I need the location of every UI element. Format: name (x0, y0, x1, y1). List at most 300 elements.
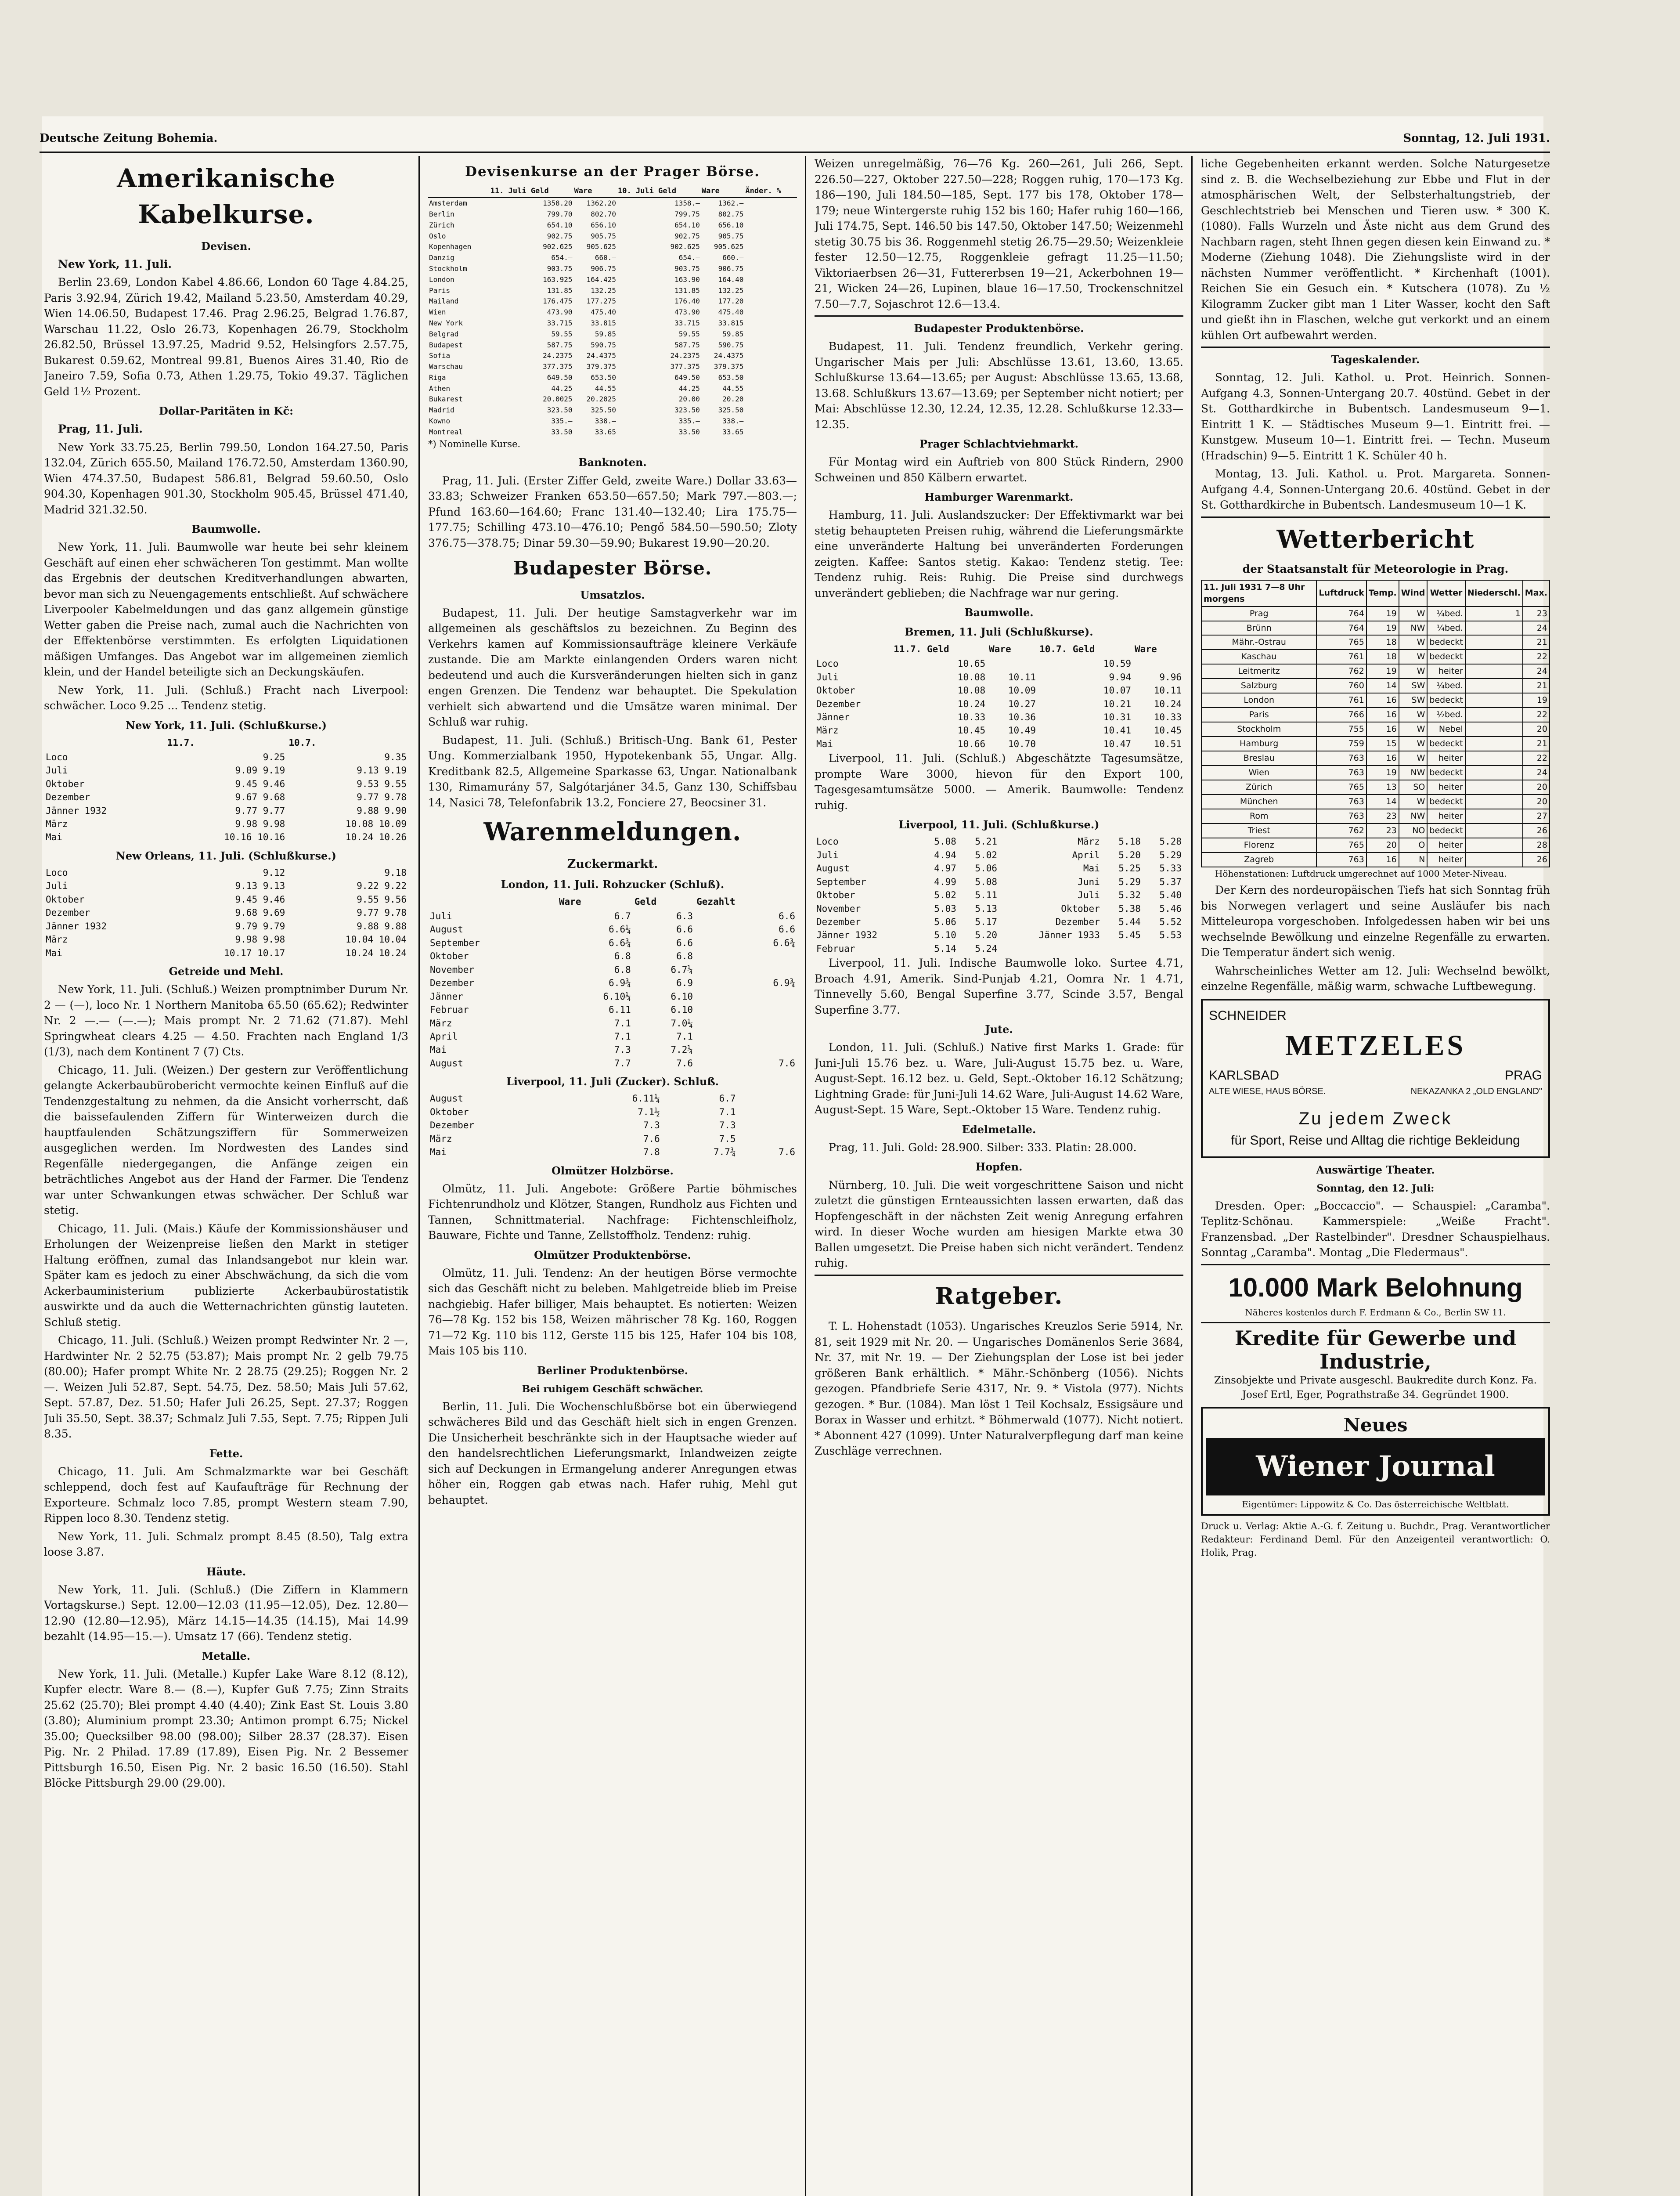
masthead-date: Sonntag, 12. Juli 1931. (1403, 132, 1550, 145)
credit-text: Zinsobjekte und Private ausgeschl. Baukredite durch Konz. Fa. Josef Ertl, Eger, Pograthstraße 34. Gegründet 1900. (1214, 1375, 1537, 1401)
cell-value: 9.22 9.22 (357, 881, 407, 892)
row-label: Brünn (1201, 621, 1316, 636)
cell-value: 763 (1316, 751, 1366, 766)
cell-value: 21 (1523, 635, 1550, 650)
row-label: Oktober (816, 890, 855, 901)
cell-value: 132.25 (591, 286, 616, 295)
cell-value: 587.75 (674, 340, 700, 349)
table-row (815, 902, 1183, 915)
cell-value: 10.24 (957, 698, 986, 709)
th: 10. Juli Geld (617, 185, 701, 198)
cell-value: 131.85 (674, 286, 700, 295)
prag-place: Prag, 11. Juli. (58, 423, 143, 436)
sugar-title: Zuckermarkt. (567, 857, 658, 871)
cell-value: 903.75 (547, 264, 573, 273)
cell-value: N (1399, 852, 1428, 867)
cell-value (1465, 852, 1523, 867)
table-row (428, 1119, 797, 1132)
cell-value: 9.98 9.98 (235, 934, 285, 945)
cell-value (744, 329, 797, 340)
cell-value: 7.7¾ (713, 1147, 736, 1158)
cell-value: heiter (1427, 664, 1465, 679)
row-label: Wien (429, 308, 446, 317)
calendar-title: Tageskalender. (1331, 353, 1420, 366)
cell-value: 5.06 (934, 916, 956, 927)
cell-value: 7.3 (643, 1120, 660, 1131)
cell-value: W (1399, 737, 1428, 751)
berlin-text: Berlin, 11. Juli. Die Wochenschlußbörse bot ein überwiegend schwächeres Bild und das Geschäft hielt sich in engen Grenzen. Die Unsicherheit beschränkte sich in der Hauptsache wieder auf den handelsrechtlichen Lieferungsmarkt, Inlandweizen zeigte sich auf Deckungen in Ermangelung anderer Anregungen etwas höher ein, Roggen gab etwas nach. Hafer ruhig, Mehl gut behauptet. (428, 1400, 797, 1506)
row-label: Februar (430, 1004, 469, 1015)
divider (1201, 347, 1550, 348)
header-rule (40, 152, 1550, 153)
row-label: Paris (429, 286, 451, 295)
ny-place: New York, 11. Juli. (58, 257, 172, 271)
masthead-left: Deutsche Zeitung Bohemia. (40, 132, 218, 145)
grain-report: New York, 11. Juli. (Schluß.) Weizen promptnimber Durum Nr. 2 — (—), loco Nr. 1 Northern Manitoba 65.50 (65.62); Redwinter Nr. 2 —.— (—.—); Mais prompt Nr. 2 71.62 (71.87). Mehl Springwheat clears 4.25 — 4.50. Frachten nach England 1/3 (1/3), nach dem Kontinent 7 (7) Cts. (44, 983, 408, 1058)
cell-value (744, 405, 797, 416)
cell-value: 5.44 (1118, 916, 1141, 927)
cell-value: 10.11 (1008, 672, 1036, 683)
cell-value: 9.45 9.46 (235, 894, 285, 905)
cell-value: 10.24 10.24 (345, 947, 407, 958)
cell-value: NO (1399, 824, 1428, 838)
table-row (1201, 722, 1550, 737)
ad-text: für Sport, Reise und Alltag die richtige Bekleidung (1231, 1133, 1520, 1148)
th: Ware (559, 896, 581, 907)
row-label: Dezember (430, 1120, 475, 1131)
cell-value: 5.20 (1118, 849, 1141, 860)
cell-value: 33.815 (591, 318, 616, 327)
cell-value (1465, 838, 1523, 852)
cell-value: 5.24 (975, 943, 997, 954)
cotton-report: New York, 11. Juli. Baumwolle war heute bei sehr kleinem Geschäft auf einen eher schwächeren Ton gestimmt. Man wollte das Ergebnis der deutschen Kreditverhandlungen abwarten, bevor man sich zu Neuengagements entschließt. Auf schwächere Liverpooler Kabelmeldungen und das ganz allgemein günstige Wetter gaben die Preise nach, zumal auch die Nachrichten von der Effektenbörse verstimmten. Es erfolgten Liquidationen mäßigen Umfanges. Das Angebot war im allgemeinen ziemlich klein, und der Handel beteiligte sich an Deckungskäufen. (44, 541, 408, 679)
table-row (428, 1105, 797, 1119)
cell-value: 660.— (722, 253, 744, 262)
row-label: Jänner 1932 (46, 805, 107, 816)
cell-value (695, 1043, 797, 1056)
cell-value: 6.3 (676, 911, 693, 921)
row-label: Mai (46, 947, 62, 958)
cell-value: 9.18 (384, 867, 407, 878)
row-label: August (430, 924, 463, 935)
cell-value: 59.85 (722, 329, 744, 338)
fat-report: Chicago, 11. Juli. Am Schmalzmarkte war bei Geschäft schleppend, doch fest auf Kaufaufträge für Rechnung der Exporteure. Schmalz loco 7.85, prompt Western steam 7.90, Rippen loco 8.30. Tendenz stetig. (44, 1465, 408, 1525)
cell-value: 377.375 (543, 362, 573, 371)
cell-value: 33.50 (678, 427, 700, 436)
table-row (428, 923, 797, 936)
cell-value: 9.12 (263, 867, 285, 878)
cell-value: 24.2375 (543, 351, 573, 360)
cell-value (1102, 942, 1143, 955)
cell-value: 6.7 (719, 1093, 736, 1104)
cell-value: 6.6 (676, 924, 693, 935)
cell-value: 176.40 (674, 297, 700, 306)
cell-value: 660.— (595, 253, 616, 262)
fat-report-2: New York, 11. Juli. Schmalz prompt 8.45 (8.50), Talg extra loose 3.87. (44, 1530, 408, 1559)
journal-top: Neues (1343, 1414, 1408, 1436)
cell-value: 10.17 10.17 (224, 947, 285, 958)
row-label: März (46, 819, 68, 830)
row-label: Oslo (429, 231, 446, 240)
bremen-title: Baumwolle. (964, 606, 1034, 619)
wheat-text: Weizen unregelmäßig, 76—76 Kg. 260—261, Juli 266, Sept. 226.50—227, Oktober 227.50—228; Roggen ruhig, 170—173 Kg. 186—190, Juli 184.50—185, Sept. 177 bis 178, Oktober 178—179; neue Wintergerste ruhig 152 bis 160; Hafer ruhig 160—166, Juli 174.75, Sept. 146.50 bis 147.50, Oktober 147.50; Weizenmehl stetig 30.75 bis 36. Roggenmehl stetig 26.75—29.50; Weizenkleie fester 12.50—12.75, Roggenkleie gefragt 11.25—11.50; Viktoriaerbsen 26—31, Futtererbsen 19—21, Ackerbohnen 19—21, Wicken 24—26, Lupinen, blaue 16—17.50, Trockenschnitzel 7.50—7.7, Sojaschrot 12.6—13.4. (815, 157, 1183, 311)
table-row (428, 1092, 797, 1105)
cell-value (1465, 824, 1523, 838)
cell-value: 10.47 (1103, 738, 1132, 749)
cell-value: 163.925 (543, 275, 573, 284)
cell-value: NW (1399, 809, 1428, 824)
table-row (44, 817, 408, 831)
cell-value: 10.08 10.09 (345, 819, 407, 830)
cell-value: 9.13 9.13 (235, 881, 285, 892)
row-label: Wien (1201, 766, 1316, 780)
cell-value: 654.— (678, 253, 700, 262)
column-divider (1191, 156, 1193, 2196)
table-row (1201, 621, 1550, 636)
cell-value: 23 (1366, 809, 1399, 824)
table-row (815, 711, 1183, 724)
cell-value (744, 198, 797, 209)
cell-value (1465, 751, 1523, 766)
cell-value: April (1072, 849, 1100, 860)
row-label: Hamburg (1201, 737, 1316, 751)
cell-value: 7.6 (676, 1058, 693, 1069)
weather-forecast: Wahrscheinliches Wetter am 12. Juli: Wechselnd bewölkt, einzelne Regenfälle, mäßig warm, schwache Luftbewegung. (1201, 964, 1550, 993)
cell-value: 9.77 9.78 (357, 907, 407, 918)
table-row (44, 866, 408, 879)
chicago-quotes: Chicago, 11. Juli. (Schluß.) Weizen prompt Redwinter Nr. 2 —, Hardwinter Nr. 2 52.75 (53.87); Mais prompt Nr. 2 gelb 79.75 (80.00); Hafer prompt White Nr. 2 28.75 (29.25); Roggen Nr. 2 —. Weizen Juli 52.87, Sept. 54.75, Dez. 58.50; Mais Juli 57.62, Sept. 57.87, Dez. 51.50; Hafer Juli 26.25, Sept. 27.37; Roggen Juli 35.50, Sept. 38.37; Schmalz Juli 7.55, Sept. 7.75; Rippen Juli 8.35. (44, 1334, 408, 1441)
cell-value: SO (1399, 780, 1428, 795)
cell-value: 763 (1316, 809, 1366, 824)
footnote: *) Nominelle Kurse. (428, 438, 521, 449)
cell-value: 10.08 (957, 685, 986, 696)
metzeles-ad (1201, 999, 1550, 1158)
cell-value: 7.5 (719, 1133, 736, 1144)
cell-value (744, 285, 797, 296)
cell-value (987, 657, 1038, 670)
row-label: Sofia (429, 351, 451, 360)
cell-value (738, 1105, 797, 1119)
cell-value: 902.625 (670, 242, 700, 251)
cell-value: 10.49 (1008, 725, 1036, 736)
table-row (428, 1132, 797, 1145)
cell-value: 760 (1316, 679, 1366, 693)
no-cotton-caption: New Orleans, 11. Juli. (Schlußkurse.) (115, 849, 336, 862)
cell-value: 9.88 9.90 (357, 805, 407, 816)
row-label: Oktober (816, 685, 855, 696)
cell-value: 6.7¼ (671, 964, 693, 975)
cell-value: 799.75 (674, 209, 700, 218)
cattle-text: Für Montag wird ein Auftrieb von 800 Stück Rindern, 2900 Schweinen und 850 Kälbern erwartet. (815, 455, 1183, 484)
row-label: Juli (816, 849, 839, 860)
column-2 (428, 156, 797, 2196)
cell-value: 5.02 (975, 849, 997, 860)
cell-value: 24 (1523, 766, 1550, 780)
cell-value: W (1399, 650, 1428, 664)
th (428, 895, 557, 910)
row-label: März (430, 1018, 452, 1029)
cell-value: 28 (1523, 838, 1550, 852)
cell-value: 761 (1316, 693, 1366, 708)
cell-value (999, 942, 1102, 955)
liverpool-sugar-caption: Liverpool, 11. Juli (Zucker). Schluß. (506, 1075, 719, 1088)
cell-value: 9.35 (384, 751, 407, 762)
prod-text: Olmütz, 11. Juli. Tendenz: An der heutigen Börse vermochte sich das Geschäft nicht zu beleben. Mahlgetreide blieb im Preise nachgiebig. Hafer billiger, Mais behauptet. Es notierten: Weizen 76—78 Kg. 152 bis 158, Weizen mährischer 78 Kg. 160, Roggen 71—72 Kg. 110 bis 112, Gerste 115 bis 125, Hafer 104 bis 108, Mais 105 bis 110. (428, 1266, 797, 1358)
sugar-caption: London, 11. Juli. Rohzucker (Schluß). (501, 878, 725, 891)
cell-value: heiter (1427, 852, 1465, 867)
cell-value (738, 1092, 797, 1105)
table-row (44, 804, 408, 817)
table-row (1201, 838, 1550, 852)
budapest-title: Budapester Börse. (513, 557, 712, 579)
row-label: Jänner (816, 712, 850, 722)
weather-sub: der Staatsanstalt für Meteorologie in Prag. (1242, 563, 1509, 576)
cell-value: 5.11 (975, 890, 997, 901)
page-header (40, 127, 1550, 149)
cell-value: 1358.— (674, 199, 700, 208)
row-label: London (1201, 693, 1316, 708)
table-row (815, 671, 1183, 684)
cell-value: ¼bed. (1427, 679, 1465, 693)
cell-value: 5.13 (975, 903, 997, 914)
cell-value: 5.37 (1159, 876, 1182, 887)
row-label: Juli (46, 881, 68, 892)
cell-value: 9.96 (1159, 672, 1182, 683)
cell-value: 763 (1316, 766, 1366, 780)
row-label: Mailand (429, 297, 459, 306)
cell-value: 19 (1366, 621, 1399, 636)
table-row (815, 657, 1183, 670)
row-label: Bukarest (429, 395, 463, 404)
dollar-heading: Dollar-Paritäten in Kč: (159, 405, 293, 418)
table-row (1201, 679, 1550, 693)
cell-value: 10.31 (1103, 712, 1132, 722)
cell-value: Jänner 1933 (1038, 930, 1100, 941)
ratgeber-text: T. L. Hohenstadt (1053). Ungarisches Kreuzlos Serie 5914, Nr. 81, seit 1929 mit Nr. 20. — Ungarisches Domänenlos Serie 3684, Nr. 37, mit Nr. 19. — Der Ziehungsplan der Lose ist bei jeder größeren Bank erhältlich. * Mähr.-Schönberg (1056). Nichts gezogen. Pfandbriefe Serie 4317, Nr. 9. * Vistola (977). Nichts gezogen. * Bur. (1084). Man löst 1 Teil Kochsalz, Essigsäure und Borax in Wasser und erhitzt. * Böhmerwald (1077). Nicht notiert. * Abonnent 427 (1099). Unter Naturalverpflegung darf man keine Zuschläge verrechnen. (815, 1320, 1183, 1458)
row-label: November (430, 964, 475, 975)
budapest-sub: Umsatzlos. (580, 588, 645, 601)
cell-value: 5.02 (934, 890, 956, 901)
cell-value (1143, 942, 1183, 955)
cell-value (1465, 809, 1523, 824)
cell-value: 7.3 (719, 1120, 736, 1131)
cell-value: 9.88 9.88 (357, 921, 407, 932)
metals-report: New York, 11. Juli. (Metalle.) Kupfer Lake Ware 8.12 (8.12), Kupfer electr. Ware 8.— (8.—), Kupfer Guß 7.75; Zinn Straits 25.62 (25.70); Blei prompt 4.40 (4.40); Zink East St. Louis 3.80 (3.80); Aluminium prompt 23.30; Antimon prompt 6.75; Nickel 35.00; Quecksilber 98.00 (98.00); Silber 28.37 (28.37). Eisen Pig. Nr. 2 Philad. 17.89 (17.89), Eisen Pig. Nr. 2 Bessemer Pittsburgh 16.50, Eisen Pig. Nr. 2 basic 16.50 (16.50). Stahl Blöcke Pittsburgh 29.00 (29.00). (44, 1667, 408, 1790)
table-row (1201, 852, 1550, 867)
row-label: Jänner (430, 991, 463, 1002)
cell-value (744, 383, 797, 394)
table-row (815, 724, 1183, 737)
cell-value: bedeckt (1427, 693, 1465, 708)
row-label: Warschau (429, 362, 463, 371)
cell-value: 21 (1523, 679, 1550, 693)
metal-title: Edelmetalle. (962, 1123, 1036, 1136)
cell-value: 10.70 (1008, 738, 1036, 749)
table-row (428, 1030, 797, 1043)
cell-value: 5.25 (1118, 863, 1141, 874)
cell-value: 164.40 (718, 275, 744, 284)
cell-value: 9.53 9.55 (357, 778, 407, 789)
cell-value: 5.14 (934, 943, 956, 954)
ad-right: PRAG (1504, 1068, 1542, 1083)
cell-value (744, 220, 797, 231)
th: 10.7. (288, 737, 317, 748)
cell-value (744, 274, 797, 285)
divider (1201, 1264, 1550, 1265)
ad-brand: METZELES (1285, 1029, 1466, 1062)
kabelkurse-title: Amerikanische Kabelkurse. (117, 163, 335, 230)
cell-value: 379.375 (714, 362, 744, 371)
th (44, 736, 166, 751)
cell-value: 10.51 (1154, 738, 1182, 749)
table-row (428, 990, 797, 1003)
cell-value: 1362.— (718, 199, 744, 208)
banknotes-heading: Banknoten. (578, 456, 647, 469)
cell-value: 5.53 (1159, 930, 1182, 941)
row-label: November (816, 903, 861, 914)
cell-value: 1 (1465, 607, 1523, 621)
cell-value: 902.75 (547, 231, 573, 240)
table-row (44, 933, 408, 946)
column-divider (805, 156, 806, 2196)
grain-heading: Getreide und Mehl. (169, 965, 284, 978)
jute-title: Jute. (985, 1023, 1013, 1036)
row-label: Oktober (430, 951, 469, 962)
liverpool-sugar-table (428, 1092, 797, 1159)
table-row (44, 893, 408, 906)
credit-title: Kredite für Gewerbe und Industrie, (1234, 1326, 1517, 1374)
cell-value: 24.4375 (586, 351, 616, 360)
cell-value: 13 (1366, 780, 1399, 795)
table-row (815, 684, 1183, 697)
weather-title: Wetterbericht (1276, 524, 1475, 554)
budapest-text-2: Budapest, 11. Juli. (Schluß.) Britisch-Ung. Bank 61, Pester Ung. Kommerzialbank 1950, Hypotekenbank 55, Ungar. Allg. Kreditbank 82.5, Allgemeine Sparkasse 63, Ungar. Nationalbank 130, Rimamurány 57, Salgótarjáner 34.5, Ganz 130, Schiffsbau 14, Nasici 78, Telefonfabrik 13.2, Fonciere 27, Beocsiner 31. (428, 733, 797, 809)
cell-value: bedeckt (1427, 824, 1465, 838)
cell-value: 9.94 (1109, 672, 1132, 683)
cell-value: 766 (1316, 708, 1366, 722)
row-label: Zagreb (1201, 852, 1316, 867)
th: Max. (1523, 580, 1550, 607)
cell-value: 765 (1316, 635, 1366, 650)
row-label: Kaschau (1201, 650, 1316, 664)
theater-date: Sonntag, den 12. Juli: (1316, 1182, 1435, 1194)
table-row (1201, 607, 1550, 621)
cotton-heading: Baumwolle. (191, 523, 261, 536)
cell-value (744, 394, 797, 405)
row-label: Leitmeritz (1201, 664, 1316, 679)
cell-value: 22 (1523, 708, 1550, 722)
ad-top: SCHNEIDER (1209, 1008, 1287, 1023)
table-row (428, 198, 797, 209)
row-label: Zürich (1201, 780, 1316, 795)
cell-value: März (1078, 836, 1100, 847)
cell-value: 10.33 (957, 712, 986, 722)
cell-value (744, 340, 797, 351)
table-row (428, 264, 797, 274)
divider (815, 1275, 1183, 1276)
cell-value: 9.25 (263, 751, 285, 762)
cell-value: heiter (1427, 751, 1465, 766)
cell-value: 7.0¼ (671, 1018, 693, 1029)
weather-text: Der Kern des nordeuropäischen Tiefs hat sich Sonntag früh bis Norwegen verlagert und seine Ausläufer bis nach Mitteleuropa vorgeschoben. Infolgedessen haben wir bei uns wechselnde Bewölkung und einzelne Regenfälle zu erwarten. Die Temperatur ändert sich wenig. (1201, 884, 1550, 959)
table-row (428, 1003, 797, 1016)
imprint: Druck u. Verlag: Aktie A.-G. f. Zeitung u. Buchdr., Prag. Verantwortlicher Redakteur: Ferdinand Deml. Für den Anzeigenteil verantwortlich: O. Holik, Prag. (1201, 1521, 1550, 1558)
cell-value (1465, 795, 1523, 809)
table-row (815, 862, 1183, 875)
cell-value: 802.75 (718, 209, 744, 218)
cell-value: 7.1 (614, 1018, 631, 1029)
cell-value (1465, 635, 1523, 650)
prager-devisen-table (428, 185, 797, 438)
table-row (1201, 751, 1550, 766)
cell-value: 5.18 (1118, 836, 1141, 847)
table-row (428, 242, 797, 253)
theater-text: Dresden. Oper: „Boccaccio". — Schauspiel: „Caramba". Teplitz-Schönau. Kammerspiele: „Weiße Fracht". Franzensbad. „Der Rastelbinder". Dresdner Schauspielhaus. Sonntag „Caramba". Montag „Die Fledermaus". (1201, 1199, 1550, 1259)
cell-value (1133, 657, 1183, 670)
cell-value: 9.79 9.79 (235, 921, 285, 932)
cell-value: 44.25 (551, 384, 573, 393)
cell-value (1465, 766, 1523, 780)
cell-value: 6.9¾ (609, 978, 631, 989)
cell-value: 19 (1366, 766, 1399, 780)
cell-value: 649.50 (547, 373, 573, 382)
table-row (428, 361, 797, 372)
cell-value (744, 242, 797, 253)
row-label: August (430, 1058, 463, 1069)
row-label: Stockholm (429, 264, 467, 273)
table-row (428, 950, 797, 963)
cell-value (1465, 679, 1523, 693)
cell-value: 9.09 9.19 (235, 765, 285, 776)
cell-value (744, 350, 797, 361)
cell-value (1465, 650, 1523, 664)
cell-value: 20.0025 (543, 395, 573, 404)
divider (815, 315, 1183, 317)
cell-value: 903.75 (674, 264, 700, 273)
row-label: Kopenhagen (429, 242, 472, 251)
table-row (428, 296, 797, 307)
table-row (428, 231, 797, 242)
cell-value: 19 (1366, 664, 1399, 679)
cell-value: 24 (1523, 664, 1550, 679)
cell-value: 323.50 (674, 406, 700, 415)
cell-value: 33.815 (718, 318, 744, 327)
cell-value (695, 1030, 797, 1043)
cell-value: 10.09 (1008, 685, 1036, 696)
cell-value: 10.27 (1008, 698, 1036, 709)
cell-value: 26 (1523, 824, 1550, 838)
cell-value: 6.7 (614, 911, 631, 921)
ratgeber-title: Ratgeber. (935, 1282, 1063, 1310)
cell-value: 7.1½ (638, 1106, 660, 1117)
th: Änder. % (744, 185, 797, 198)
cell-value: 9.77 9.77 (235, 805, 285, 816)
hides-report: New York, 11. Juli. (Schluß.) (Die Ziffern in Klammern Vortagskurse.) Sept. 12.00—12.03 (11.95—12.05), Dez. 12.80—12.90 (12.80—12.95), März 14.15—14.35 (14.15), Mai 14.99 bezahlt (14.95—15.—). Umsatz 17 (66). Tendenz stetig. (44, 1583, 408, 1643)
cell-value: 18 (1366, 635, 1399, 650)
chicago-wheat: Chicago, 11. Juli. (Weizen.) Der gestern zur Veröffentlichung gelangte Ackerbaubürobericht vermochte keinen Einfluß auf die Tendenzgestaltung zu nehmen, da die Ansicht vorherrscht, daß die baissefaulenden Ziffern für Winterweizen durch die hauptfaulenden Schätzungsziffern für Sommerweizen ausgeglichen werden. Im Nordwesten des Landes sind Regenfälle niedergegangen, die Anfänge zeigen ein beträchtliches Angebot aus der Hand der Farmer. Die Tendenz war unter Schwankungen etwas schwächer. Der Schluß war stetig. (44, 1063, 408, 1217)
th: Gezahlt (696, 896, 735, 907)
cell-value: 10.04 10.04 (345, 934, 407, 945)
table-row (428, 285, 797, 296)
table-row (428, 253, 797, 264)
cell-value: 654.— (551, 253, 573, 262)
cell-value (1465, 780, 1523, 795)
row-label: Oktober (46, 778, 85, 789)
column-3 (815, 156, 1183, 2196)
cell-value: 649.50 (674, 373, 700, 382)
cell-value: 6.9¾ (773, 978, 795, 989)
row-label: Zürich (429, 220, 454, 229)
